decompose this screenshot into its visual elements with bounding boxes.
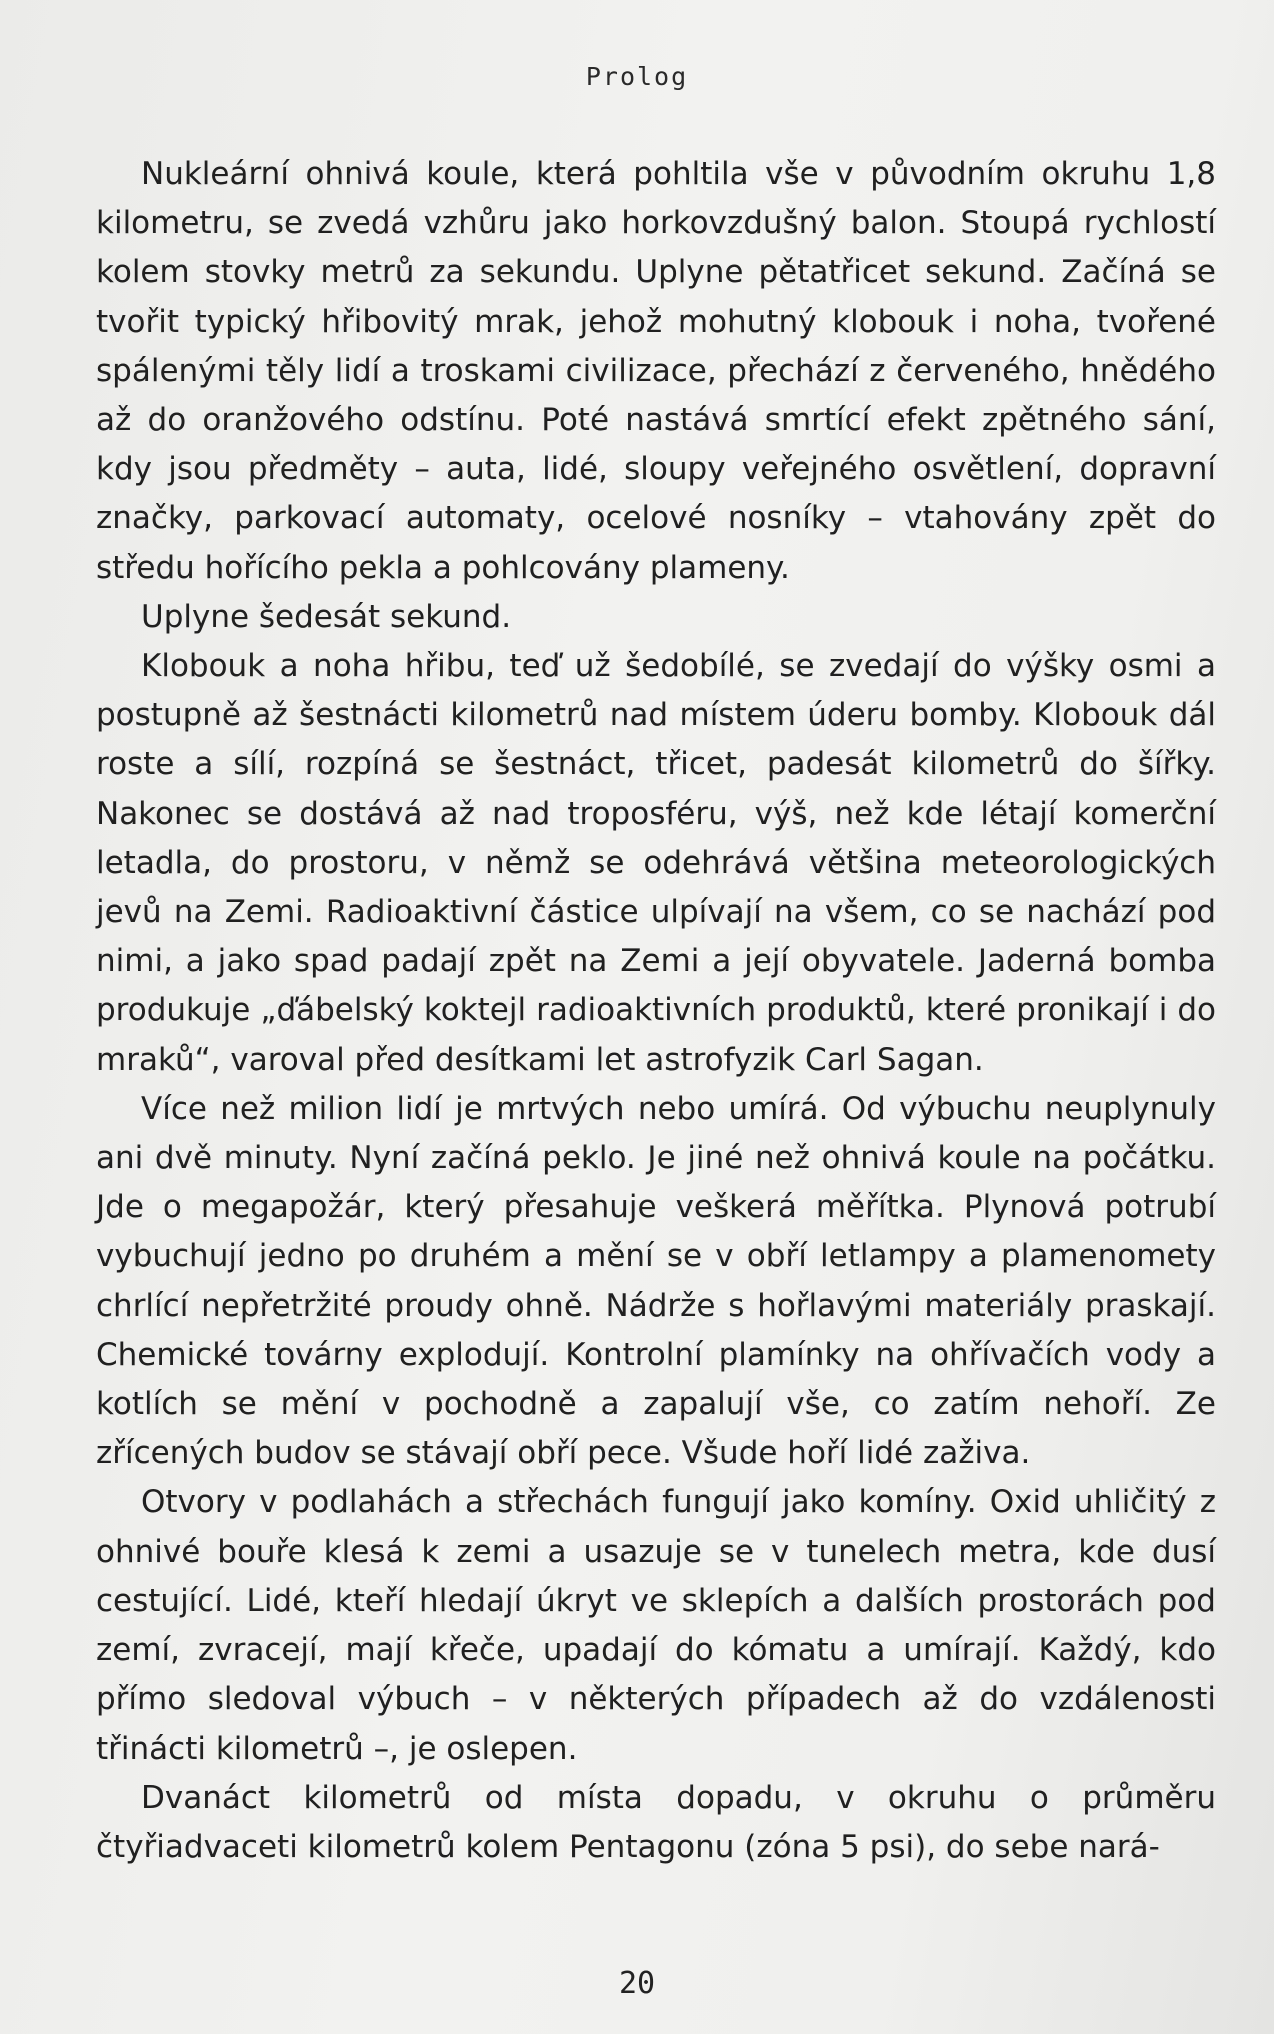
paragraph: Klobouk a noha hřibu, teď už šedobílé, se zvedají do výšky osmi a postupně až šestnácti kilometrů nad místem úderu bomby. Klobouk dál roste a sílí, rozpíná se šestnáct, třicet, padesát kilometrů do šířky. Nakonec se dostává až nad troposféru, výš, než kde létají komerční letadla, do prostoru, v němž se odehrává většina meteorologických jevů na Zemi. Radioaktivní částice ulpívají na všem, co se nachází pod nimi, a jako spad padají zpět na Zemi a její obyvatele. Jaderná bomba produkuje „ďábelský koktejl radioaktivních produktů, které pronikají i do mraků“, varoval před desítkami let astrofyzik Carl Sagan. <box>96 648 1216 1078</box>
paragraph: Více než milion lidí je mrtvých nebo umírá. Od výbuchu neuplynuly ani dvě minuty. Nyní začíná peklo. Je jiné než ohnivá koule na počátku. Jde o megapožár, který přesahuje veškerá měřítka. Plynová potrubí vybuchují jedno po druhém a mění se v obří letlampy a plamenomety chrlící nepřetržité proudy ohně. Nádrže s hořlavými materiály praskají. Chemické továrny explodují. Kontrolní plamínky na ohřívačích vody a kotlích se mění v pochodně a zapalují vše, co zatím nehoří. Ze zřícených budov se stávají obří pece. Všude hoří lidé zaživa. <box>96 1090 1216 1472</box>
paragraph: Dvanáct kilometrů od místa dopadu, v okruhu o průměru čtyřiadvaceti kilometrů kolem Pentagonu (zóna 5 psi), do sebe nará- <box>96 1779 1216 1865</box>
paragraph: Nukleární ohnivá koule, která pohltila vše v původním okruhu 1,8 kilometru, se zvedá vzhůru jako horkovzdušný balon. Stoupá rychlostí kolem stovky metrů za sekundu. Uplyne pětatřicet sekund. Začíná se tvořit typický hřibovitý mrak, jehož mohutný klobouk i noha, tvořené spálenými těly lidí a troskami civilizace, přechází z červeného, hnědého až do oranžového odstínu. Poté nastává smrtící efekt zpětného sání, kdy jsou předměty – auta, lidé, sloupy veřejného osvětlení, dopravní značky, parkovací automaty, ocelové nosníky – vtahovány zpět do středu hořícího pekla a pohlcovány plameny. <box>96 156 1216 586</box>
running-head: Prolog <box>585 62 689 91</box>
paragraph: Otvory v podlahách a střechách fungují jako komíny. Oxid uhličitý z ohnivé bouře klesá k zemi a usazuje se v tunelech metra, kde dusí cestující. Lidé, kteří hledají úkryt ve sklepích a dalších prostorách pod zemí, zvracejí, mají křeče, upadají do kómatu a umírají. Každý, kdo přímo sledoval výbuch – v některých případech až do vzdálenosti třinácti kilometrů –, je oslepen. <box>96 1484 1216 1767</box>
body-text <box>96 150 1216 1872</box>
page-number: 20 <box>618 1966 656 2001</box>
paragraph: Uplyne šedesát sekund. <box>141 598 512 635</box>
